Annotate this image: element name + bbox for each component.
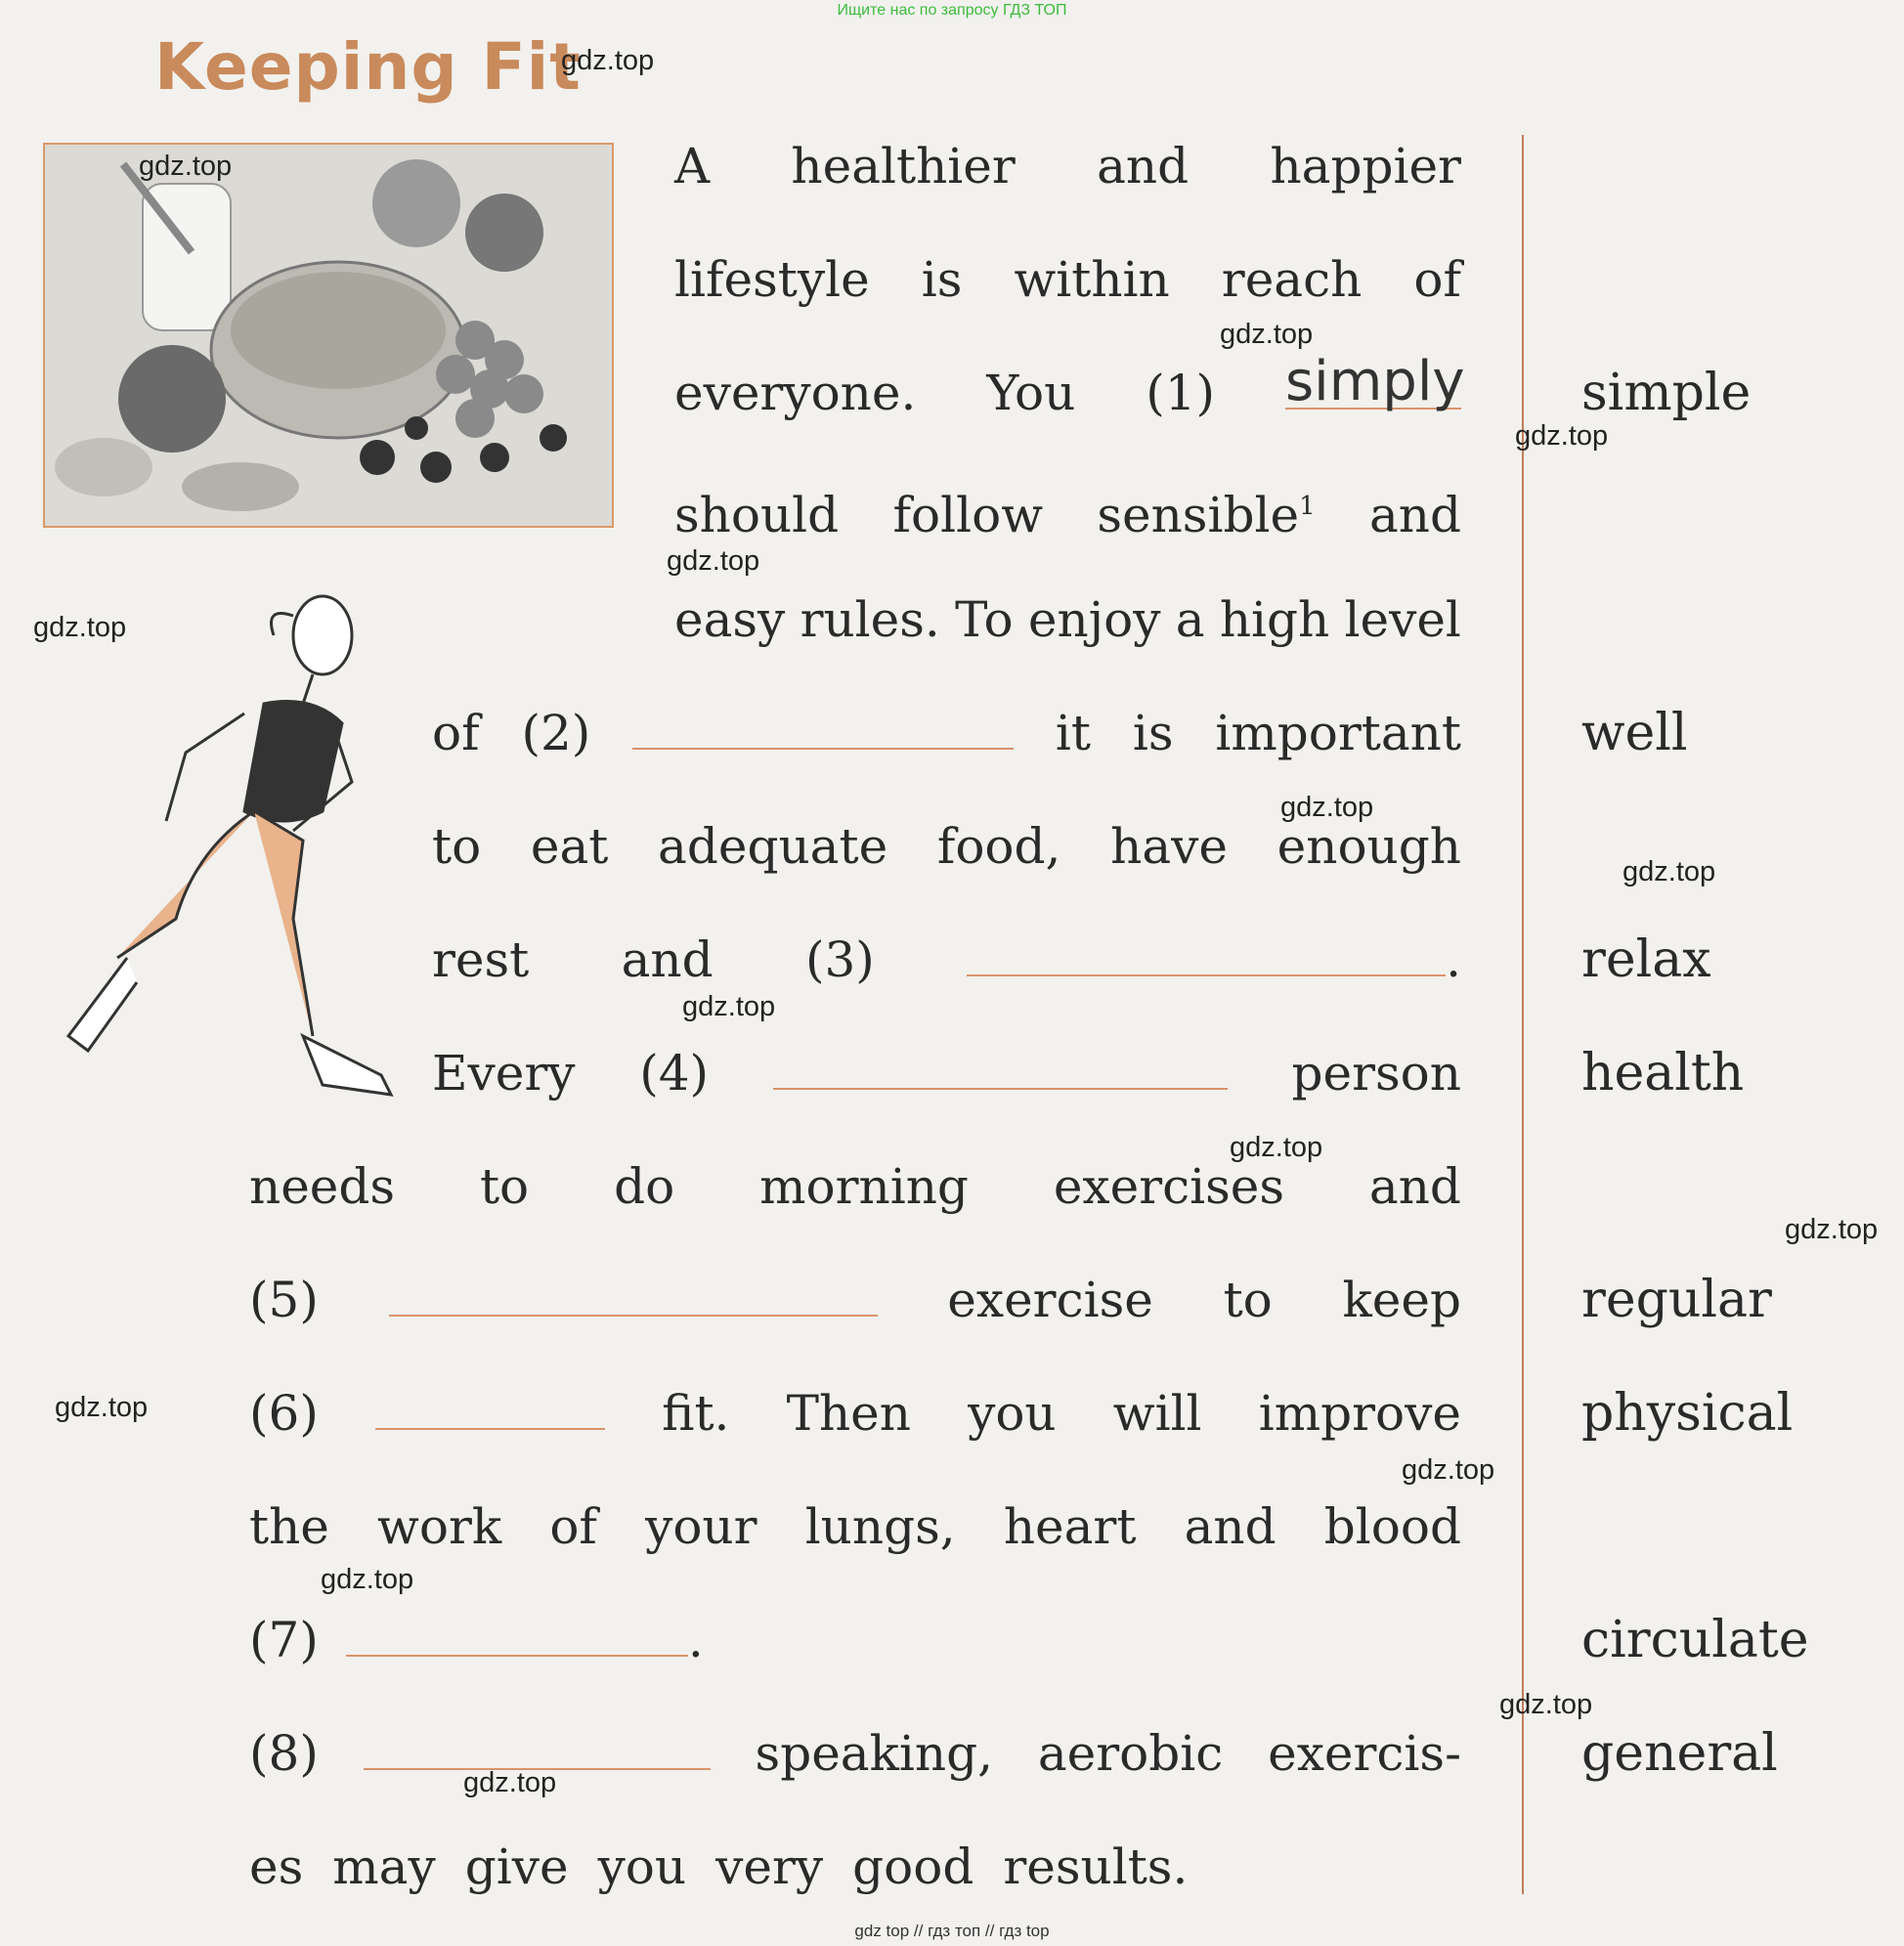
word: You: [986, 365, 1076, 421]
word: rules.: [800, 591, 940, 648]
word: have: [1110, 818, 1228, 875]
blank-3[interactable]: [967, 935, 1446, 976]
word: exercis-: [1268, 1725, 1461, 1782]
blank-8[interactable]: [364, 1729, 711, 1770]
word: rest: [432, 931, 530, 988]
word: good: [852, 1838, 974, 1895]
word: of: [549, 1498, 597, 1555]
word: everyone.: [674, 365, 917, 421]
word: (4): [639, 1045, 710, 1102]
text-line-5: [674, 590, 1461, 649]
word: sensible1: [1097, 477, 1315, 544]
text-line-2: [674, 250, 1461, 309]
word: and: [621, 931, 714, 988]
watermark: gdz.top: [1623, 856, 1716, 887]
word: (1): [1146, 365, 1216, 421]
watermark: gdz.top: [1230, 1132, 1323, 1163]
word: Then: [786, 1385, 911, 1442]
blank-3-group: [967, 930, 1461, 989]
word: may: [332, 1838, 436, 1895]
word: high: [1219, 591, 1330, 648]
word: healthier: [791, 138, 1016, 195]
word: (5): [249, 1272, 319, 1328]
word: follow: [892, 486, 1044, 543]
word: and: [1184, 1498, 1277, 1555]
word: reach: [1221, 251, 1363, 308]
option-7: circulate: [1581, 1611, 1809, 1669]
watermark: gdz.top: [1515, 420, 1609, 452]
word: happier: [1270, 138, 1461, 195]
word: within: [1014, 251, 1170, 308]
text-line-15: [249, 1724, 1461, 1783]
column-divider: [1522, 135, 1524, 1894]
word: To: [955, 591, 1014, 648]
option-4: health: [1581, 1044, 1745, 1103]
word: to: [432, 818, 482, 875]
word: es: [249, 1838, 304, 1895]
option-3: relax: [1581, 930, 1711, 989]
healthy-food-photo: [43, 143, 614, 528]
blank-1[interactable]: [1284, 350, 1465, 413]
watermark: gdz.top: [33, 612, 127, 643]
word: to: [479, 1158, 530, 1215]
word: and: [1097, 138, 1190, 195]
word: a: [1175, 591, 1205, 648]
watermark: gdz.top: [1499, 1689, 1593, 1720]
text-line-8: [432, 930, 1461, 989]
word: enough: [1277, 818, 1461, 875]
word: needs: [249, 1158, 396, 1215]
text-line-6: [432, 704, 1461, 762]
answer-1: simply: [1284, 350, 1465, 413]
blank-2[interactable]: [632, 709, 1014, 750]
word: eat: [530, 818, 609, 875]
text-line-14: [249, 1611, 704, 1669]
word: your: [645, 1498, 757, 1555]
word: will: [1112, 1385, 1202, 1442]
word: to: [1223, 1272, 1273, 1328]
watermark: gdz.top: [321, 1564, 414, 1595]
blank-6[interactable]: [375, 1389, 605, 1430]
watermark: gdz.top: [1402, 1454, 1495, 1486]
text-line-12: [249, 1384, 1461, 1443]
text-line-16: [249, 1838, 1188, 1896]
word: of: [1413, 251, 1461, 308]
watermark: gdz.top: [463, 1767, 557, 1798]
page-title: Keeping Fit: [154, 29, 582, 105]
word: morning: [759, 1158, 969, 1215]
word: (3): [804, 931, 875, 988]
watermark: gdz.top: [1220, 319, 1314, 350]
top-banner[interactable]: Ищите нас по запросу ГДЗ ТОП: [837, 2, 1067, 19]
word: .: [687, 1612, 704, 1668]
word: exercise: [947, 1272, 1153, 1328]
option-5: regular: [1581, 1271, 1772, 1329]
watermark: gdz.top: [139, 151, 233, 182]
word: (7): [249, 1612, 319, 1668]
word: heart: [1003, 1498, 1137, 1555]
word: results.: [1003, 1838, 1189, 1895]
word: food,: [936, 818, 1061, 875]
word: of: [432, 705, 480, 761]
watermark: gdz.top: [1280, 792, 1374, 823]
word: lungs,: [804, 1498, 956, 1555]
runner-drawing: [39, 577, 401, 1134]
blank-7[interactable]: [346, 1616, 688, 1657]
option-8: general: [1581, 1724, 1778, 1783]
word: very: [715, 1838, 824, 1895]
watermark: gdz.top: [561, 45, 655, 76]
word: you: [597, 1838, 687, 1895]
text-line-11: [249, 1271, 1461, 1329]
word: lifestyle: [674, 251, 870, 308]
word: enjoy: [1027, 591, 1161, 648]
bottom-banner: gdz top // гдз топ // гдз top: [854, 1922, 1050, 1940]
footnote-mark: 1: [1299, 492, 1316, 521]
word: blood: [1323, 1498, 1461, 1555]
option-6: physical: [1581, 1384, 1794, 1443]
word: fit.: [662, 1385, 730, 1442]
word: exercises: [1053, 1158, 1285, 1215]
word: person: [1291, 1045, 1461, 1102]
word: aerobic: [1037, 1725, 1224, 1782]
blank-5[interactable]: [389, 1276, 878, 1317]
text-line-7: [432, 817, 1461, 876]
text-line-13: [249, 1497, 1461, 1556]
watermark: gdz.top: [682, 991, 776, 1022]
word: is: [1132, 705, 1174, 761]
word: give: [464, 1838, 569, 1895]
word: level: [1344, 591, 1461, 648]
word: improve: [1258, 1385, 1461, 1442]
watermark: gdz.top: [667, 545, 760, 577]
word: Every: [432, 1045, 576, 1102]
text-line-4: [674, 477, 1461, 543]
option-1: simple: [1581, 364, 1752, 422]
word: you: [968, 1385, 1057, 1442]
word: should: [674, 486, 840, 543]
option-2: well: [1581, 704, 1688, 762]
blank-4[interactable]: [773, 1049, 1228, 1090]
watermark: gdz.top: [55, 1392, 149, 1423]
word: important: [1215, 705, 1461, 761]
word: it: [1055, 705, 1092, 761]
watermark: gdz.top: [1785, 1214, 1879, 1245]
word: easy: [674, 591, 786, 648]
food-illustration: [45, 145, 612, 526]
word: (2): [521, 705, 591, 761]
blank-7-group: [346, 1611, 704, 1669]
word: work: [377, 1498, 502, 1555]
word: the: [249, 1498, 329, 1555]
text-line-1: [674, 137, 1461, 195]
word: and: [1368, 486, 1461, 543]
word: (6): [249, 1385, 319, 1442]
text-line-9: [432, 1044, 1461, 1103]
runner-illustration: [39, 577, 401, 1134]
word: keep: [1342, 1272, 1461, 1328]
word: adequate: [658, 818, 888, 875]
word: speaking,: [755, 1725, 994, 1782]
word: (8): [249, 1725, 319, 1782]
word: and: [1368, 1158, 1461, 1215]
word: do: [614, 1158, 675, 1215]
text-line-10: [249, 1157, 1461, 1216]
word: .: [1446, 931, 1461, 988]
word: A: [674, 138, 711, 195]
word: is: [921, 251, 963, 308]
text-line-3: [674, 350, 1465, 422]
